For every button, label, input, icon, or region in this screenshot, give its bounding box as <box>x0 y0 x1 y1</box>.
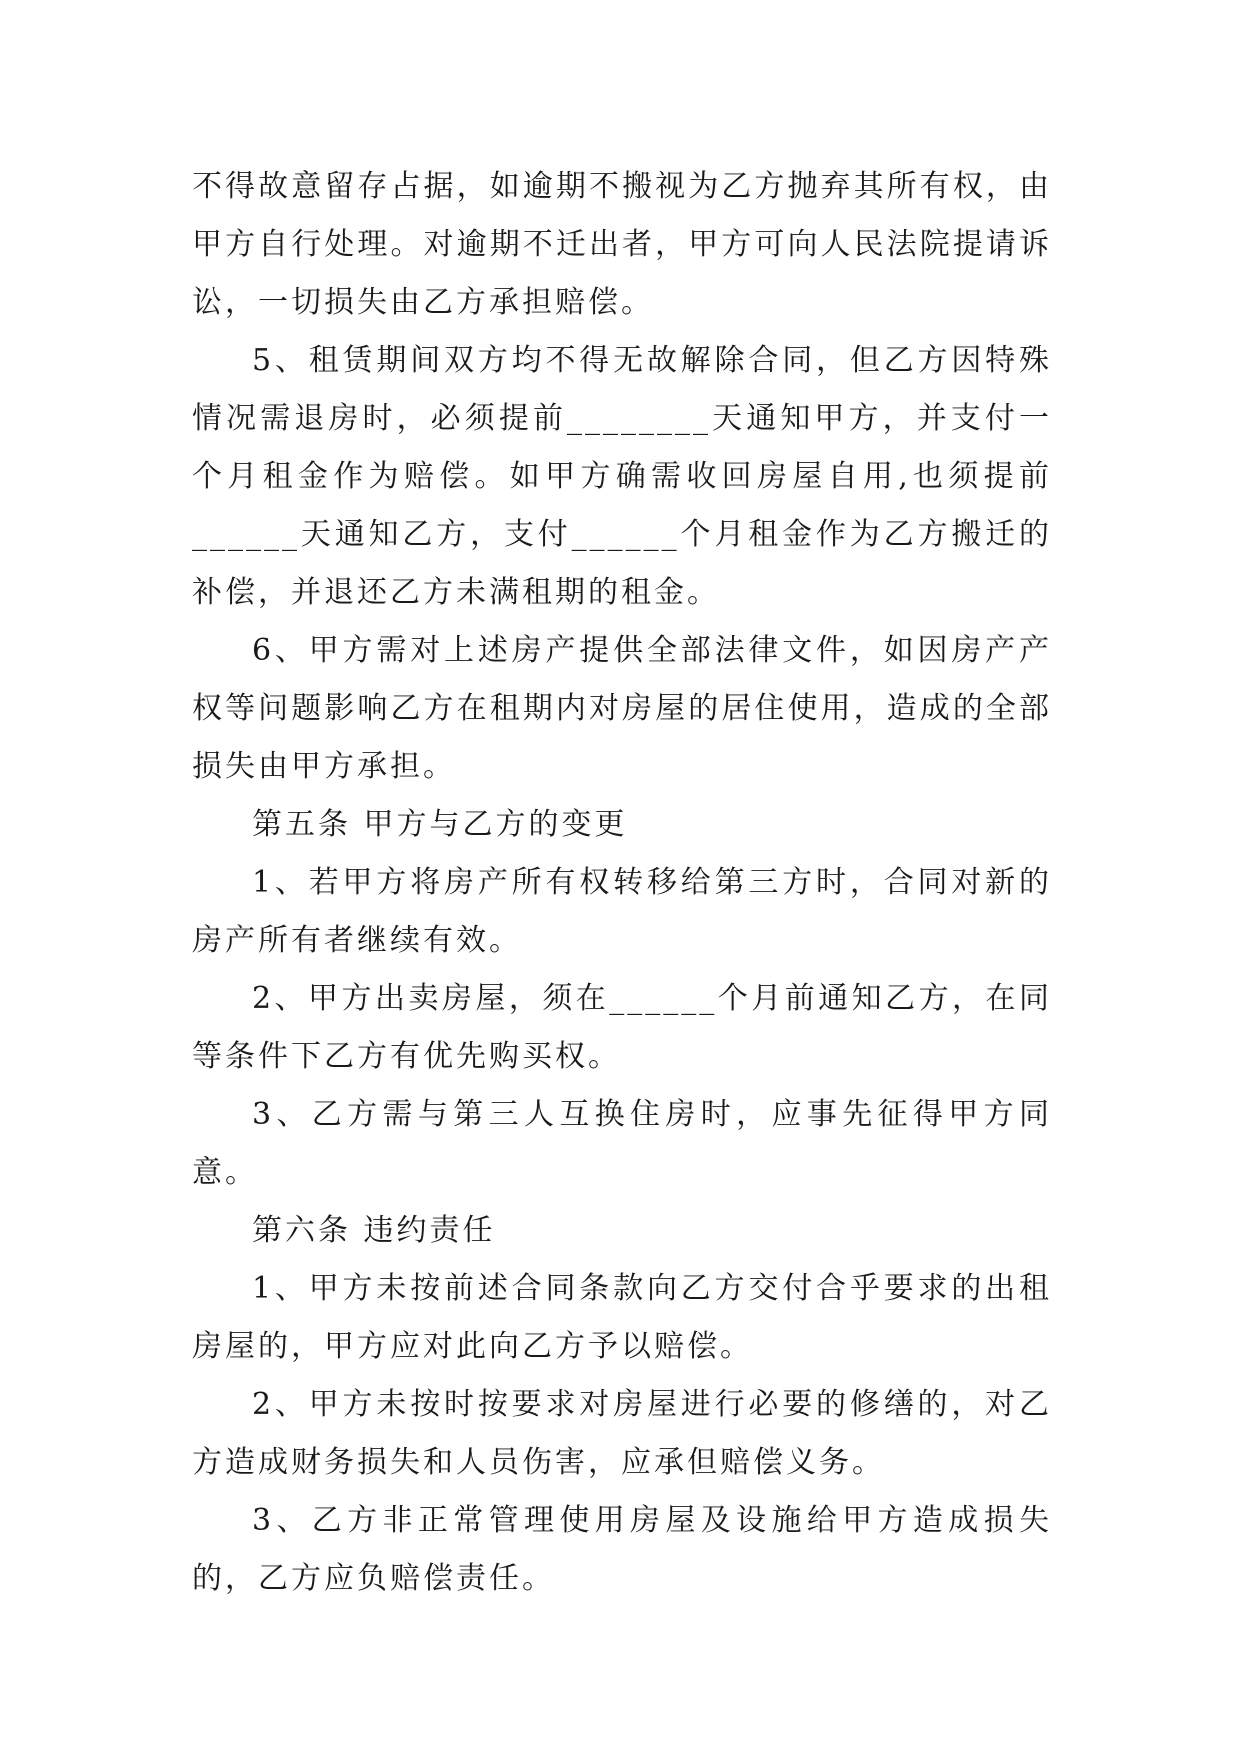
paragraph-clause-6-1: 1、甲方未按前述合同条款向乙方交付合乎要求的出租房屋的，甲方应对此向乙方予以赔偿。 <box>192 1271 1052 1364</box>
document-body <box>192 158 1052 1608</box>
paragraph-clause-5-3: 3、乙方需与第三人互换住房时，应事先征得甲方同意。 <box>192 1097 1052 1190</box>
article-5-heading: 第五条 甲方与乙方的变更 <box>252 807 628 842</box>
article-6-heading: 第六条 违约责任 <box>252 1213 496 1248</box>
paragraph-clause-6-2: 2、甲方未按时按要求对房屋进行必要的修缮的，对乙方造成财务损失和人员伤害，应承但赔偿义务。 <box>192 1387 1052 1480</box>
paragraph-clause-5-2: 2、甲方出卖房屋，须在______个月前通知乙方，在同等条件下乙方有优先购买权。 <box>192 981 1052 1074</box>
paragraph-clause-6-3: 3、乙方非正常管理使用房屋及设施给甲方造成损失的，乙方应负赔偿责任。 <box>192 1503 1052 1596</box>
paragraph-clause-5-1: 1、若甲方将房产所有权转移给第三方时，合同对新的房产所有者继续有效。 <box>192 865 1052 958</box>
paragraph-clause-4-5: 5、租赁期间双方均不得无故解除合同，但乙方因特殊情况需退房时，必须提前________天通知甲方，并支付一个月租金作为赔偿。如甲方确需收回房屋自用,也须提前______天通知乙方，支付______个月租金作为乙方搬迁的补偿，并退还乙方未满租期的租金。 <box>192 343 1052 610</box>
paragraph-clause-4-6: 6、甲方需对上述房产提供全部法律文件，如因房产产权等问题影响乙方在租期内对房屋的居住使用，造成的全部损失由甲方承担。 <box>192 633 1052 784</box>
paragraph-continuation: 不得故意留存占据，如逾期不搬视为乙方抛弃其所有权，由甲方自行处理。对逾期不迁出者，甲方可向人民法院提请诉讼，一切损失由乙方承担赔偿。 <box>192 169 1052 320</box>
